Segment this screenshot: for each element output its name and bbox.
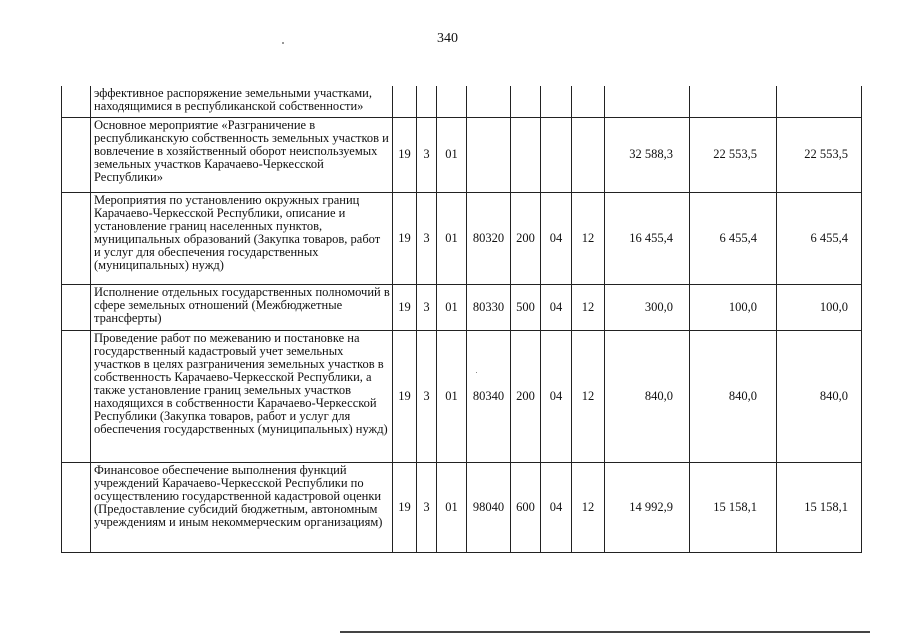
amount-cell: 100,0 [777,284,862,330]
empty-cell [62,330,91,462]
table-row [62,192,862,284]
amount-cell: 16 455,4 [605,192,690,284]
amount-cell: 14 992,9 [605,462,690,552]
table-row [62,330,862,462]
code-cell: 04 [541,192,572,284]
scan-speck [282,42,284,44]
page-number: 340 [437,31,458,46]
code-cell [572,117,605,192]
table-row [62,86,862,117]
budget-table [61,86,862,553]
code-cell: 200 [511,192,541,284]
table-row [62,117,862,192]
code-cell: 12 [572,284,605,330]
code-cell: 200 [511,330,541,462]
amount-cell: 100,0 [690,284,777,330]
code-cell [511,117,541,192]
amount-cell: 22 553,5 [777,117,862,192]
code-cell: 3 [417,330,437,462]
empty-cell [62,462,91,552]
code-cell: 04 [541,284,572,330]
code-cell [393,86,417,117]
code-cell: 600 [511,462,541,552]
page-edge-line [340,631,870,633]
code-cell [541,117,572,192]
row-name: Мероприятия по установлению окружных границ Карачаево-Черкесской Республики, описание и установление границ населенных пунктов, муниципальных образований (Закупка товаров, работ и услуг для обеспечения государственных (муниципальных) нужд) [91,192,393,284]
empty-cell [62,86,91,117]
amount-cell: 22 553,5 [690,117,777,192]
code-cell: 01 [437,330,467,462]
code-cell: 3 [417,192,437,284]
table-row [62,462,862,552]
code-cell: 80330 [467,284,511,330]
code-cell: 01 [437,284,467,330]
empty-cell [62,117,91,192]
row-name: Финансовое обеспечение выполнения функций учреждений Карачаево-Черкесской Республики по осуществлению государственной кадастровой оценки (Предоставление субсидий бюджетным, автономным учреждениям и иным некоммерческим организациям) [91,462,393,552]
row-name: эффективное распоряжение земельными участками, находящимися в республиканской собственности» [91,86,393,117]
amount-cell: 15 158,1 [690,462,777,552]
code-cell [572,86,605,117]
amount-cell: 32 588,3 [605,117,690,192]
code-cell: 80340 [467,330,511,462]
code-cell: 01 [437,192,467,284]
code-cell: 04 [541,330,572,462]
code-cell: 19 [393,192,417,284]
amount-cell [605,86,690,117]
code-cell: 19 [393,330,417,462]
amount-cell: 300,0 [605,284,690,330]
amount-cell: 840,0 [605,330,690,462]
code-cell: 12 [572,192,605,284]
code-cell [467,86,511,117]
amount-cell: 840,0 [777,330,862,462]
code-cell [541,86,572,117]
code-cell: 12 [572,462,605,552]
code-cell: 98040 [467,462,511,552]
code-cell: 500 [511,284,541,330]
code-cell: 80320 [467,192,511,284]
code-cell: 01 [437,117,467,192]
code-cell: 19 [393,462,417,552]
code-cell: 12 [572,330,605,462]
amount-cell: 6 455,4 [690,192,777,284]
row-name: Проведение работ по межеванию и постановке на государственный кадастровый учет земельных участков в целях разграничения земельных участков в собственность Карачаево-Черкесской Республики, а также установление границ земельных участков находящихся в собственности Карачаево-Черкесской Республики (Закупка товаров, работ и услуг для обеспечения государственных (муниципальных) нужд) [91,330,393,462]
code-cell: 19 [393,284,417,330]
code-cell [417,86,437,117]
code-cell: 04 [541,462,572,552]
code-cell: 19 [393,117,417,192]
amount-cell: 15 158,1 [777,462,862,552]
code-cell [511,86,541,117]
code-cell: 3 [417,117,437,192]
code-cell [437,86,467,117]
empty-cell [62,284,91,330]
amount-cell: 840,0 [690,330,777,462]
code-cell [467,117,511,192]
code-cell: 3 [417,284,437,330]
table-row [62,284,862,330]
amount-cell [777,86,862,117]
row-name: Основное мероприятие «Разграничение в республиканскую собственность земельных участков и вовлечение в хозяйственный оборот неиспользуемых земельных участков Карачаево-Черкесской Республики» [91,117,393,192]
amount-cell [690,86,777,117]
code-cell: 3 [417,462,437,552]
empty-cell [62,192,91,284]
amount-cell: 6 455,4 [777,192,862,284]
code-cell: 01 [437,462,467,552]
row-name: Исполнение отдельных государственных полномочий в сфере земельных отношений (Межбюджетные трансферты) [91,284,393,330]
